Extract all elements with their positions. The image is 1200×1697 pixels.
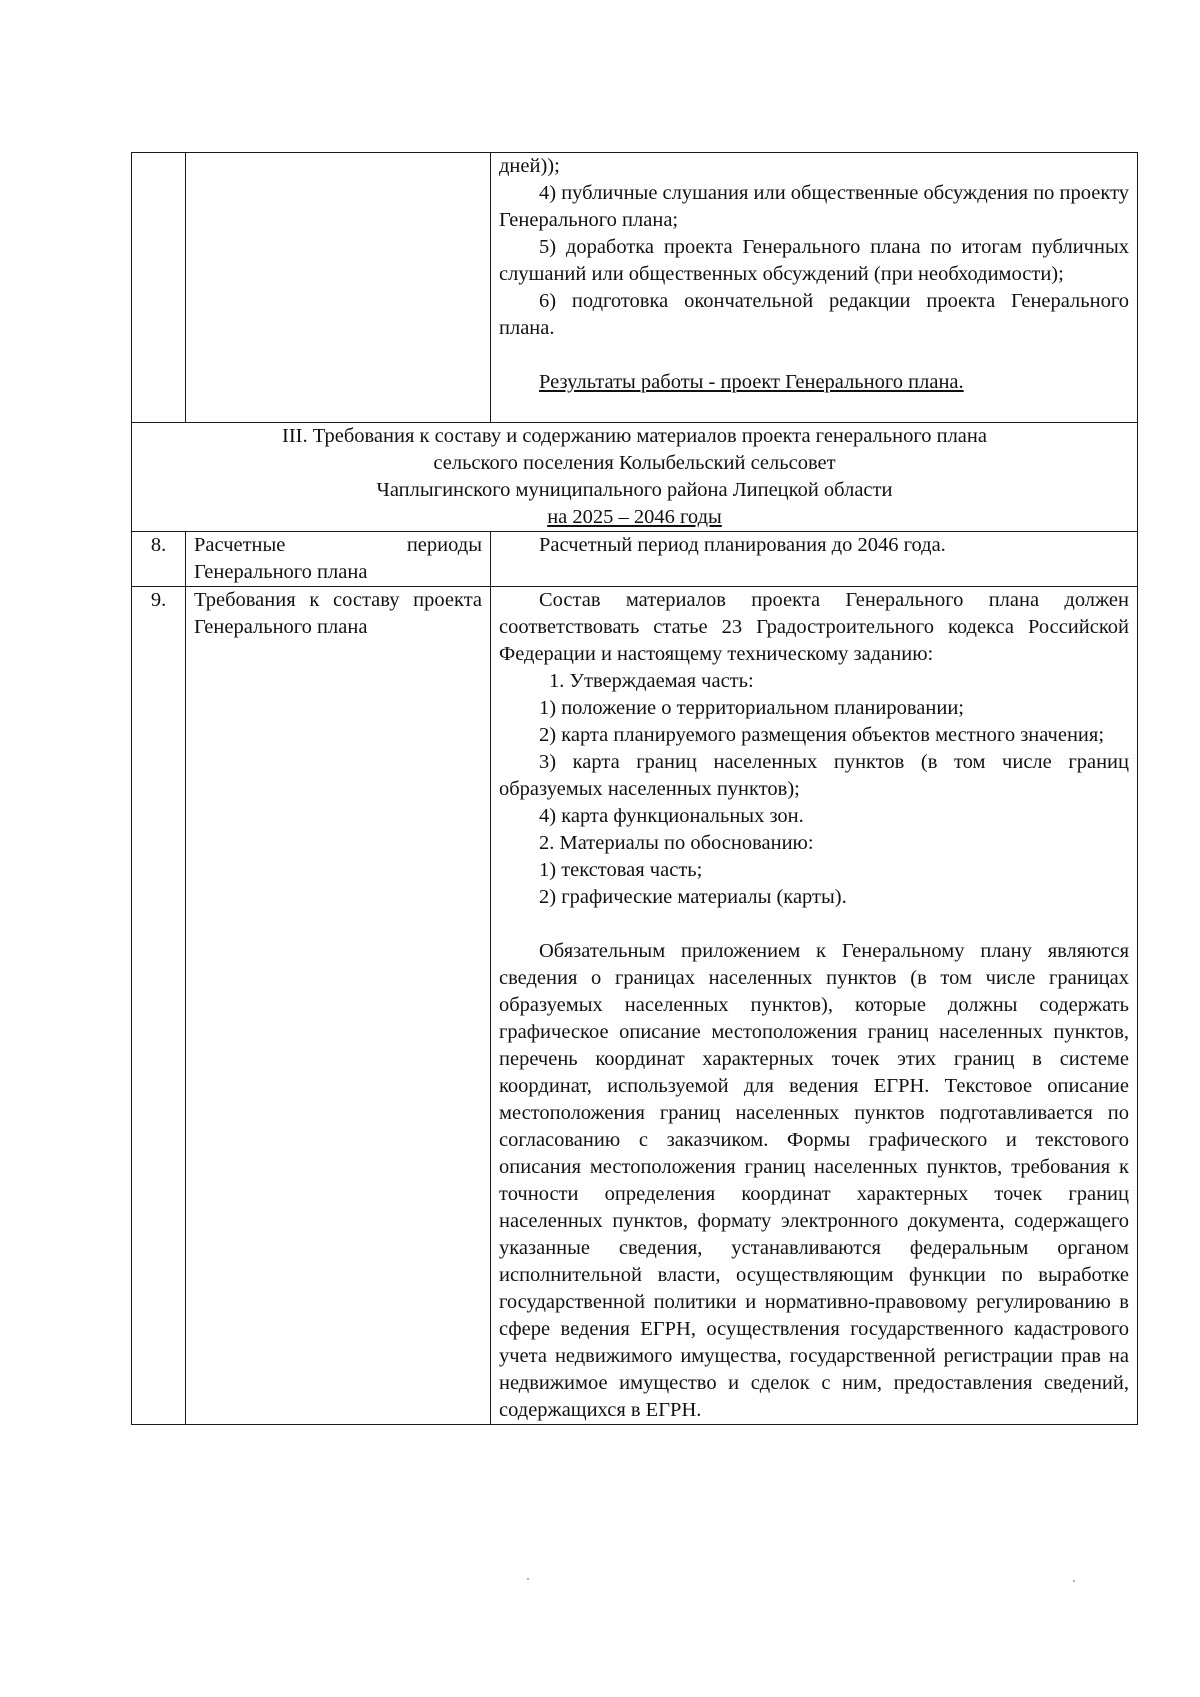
section-heading-row bbox=[132, 423, 1138, 532]
content-paragraph: Обязательным приложением к Генеральному плану являются сведения о границах населенных пунктов (в том числе границах образуемых населенных пунктов), которые должны содержать графическое описание местоположения границ населенных пунктов, перечень координат характерных точек этих границ в системе координат, используемой для ведения ЕГРН. Текстовое описание местоположения границ населенных пунктов подготавливается по согласованию с заказчиком. Формы графического и текстового описания местоположения границ населенных пунктов, требования к точности определения координат характерных точек границ населенных пунктов, формату электронного документа, содержащего указанные сведения, устанавливаются федеральным органом исполнительной власти, осуществляющим функции по выработке государственной политики и нормативно-правовому регулированию в сфере ведения ЕГРН, осуществления государственного кадастрового учета недвижимого имущества, государственной регистрации прав на недвижимое имущество и сделок с ним, предоставления сведений, содержащихся в ЕГРН. bbox=[499, 940, 1129, 1421]
row-number: 8. bbox=[132, 532, 186, 587]
row-name: Требования к составу проекта Генерального плана bbox=[186, 587, 491, 1425]
content-line: дней)); bbox=[499, 155, 560, 177]
table-row bbox=[132, 532, 1138, 587]
content-line: Расчетный период планирования до 2046 года. bbox=[539, 534, 946, 556]
content-line: 4) публичные слушания или общественные обсуждения по проекту Генерального плана; bbox=[499, 182, 1130, 231]
row-number: 9. bbox=[132, 587, 186, 1425]
content-line: 1. Утверждаемая часть: bbox=[549, 670, 754, 692]
row-number-cell bbox=[132, 153, 186, 423]
row-content-cell bbox=[491, 587, 1138, 1425]
section-title-line: на 2025 – 2046 годы bbox=[547, 506, 722, 528]
content-line: 2. Материалы по обоснованию: bbox=[539, 832, 814, 854]
content-line: 1) текстовая часть; bbox=[539, 859, 703, 881]
scan-speck bbox=[527, 1578, 529, 1580]
content-line: 2) карта планируемого размещения объектов местного значения; bbox=[539, 724, 1105, 746]
content-line: 3) карта границ населенных пунктов (в том числе границ образуемых населенных пунктов); bbox=[499, 751, 1129, 800]
row-name: Расчетные периоды Генерального плана bbox=[186, 532, 491, 587]
section-title-line: сельского поселения Колыбельский сельсовет bbox=[433, 452, 836, 474]
content-line: Состав материалов проекта Генерального плана должен соответствовать статье 23 Градостроительного кодекса Российской Федерации и настоящему техническому заданию: bbox=[499, 589, 1129, 665]
content-line: 6) подготовка окончательной редакции проекта Генерального плана. bbox=[499, 290, 1129, 339]
content-line: 4) карта функциональных зон. bbox=[539, 805, 804, 827]
content-line: 2) графические материалы (карты). bbox=[539, 886, 847, 908]
section-title-line: III. Требования к составу и содержанию материалов проекта генерального плана bbox=[282, 425, 987, 447]
table-row bbox=[132, 153, 1138, 423]
row-name-cell bbox=[186, 153, 491, 423]
scan-speck bbox=[1073, 1580, 1075, 1582]
requirements-table bbox=[131, 152, 1138, 1425]
content-line: 1) положение о территориальном планировании; bbox=[539, 697, 964, 719]
section-title-line: Чаплыгинского муниципального района Липецкой области bbox=[376, 479, 893, 501]
row-content-cell bbox=[491, 532, 1138, 587]
section-heading bbox=[132, 423, 1138, 532]
table-row bbox=[132, 587, 1138, 1425]
row-content-cell bbox=[491, 153, 1138, 423]
work-result: Результаты работы - проект Генерального плана. bbox=[539, 371, 964, 393]
content-line: 5) доработка проекта Генерального плана по итогам публичных слушаний или общественных обсуждений (при необходимости); bbox=[499, 236, 1129, 285]
